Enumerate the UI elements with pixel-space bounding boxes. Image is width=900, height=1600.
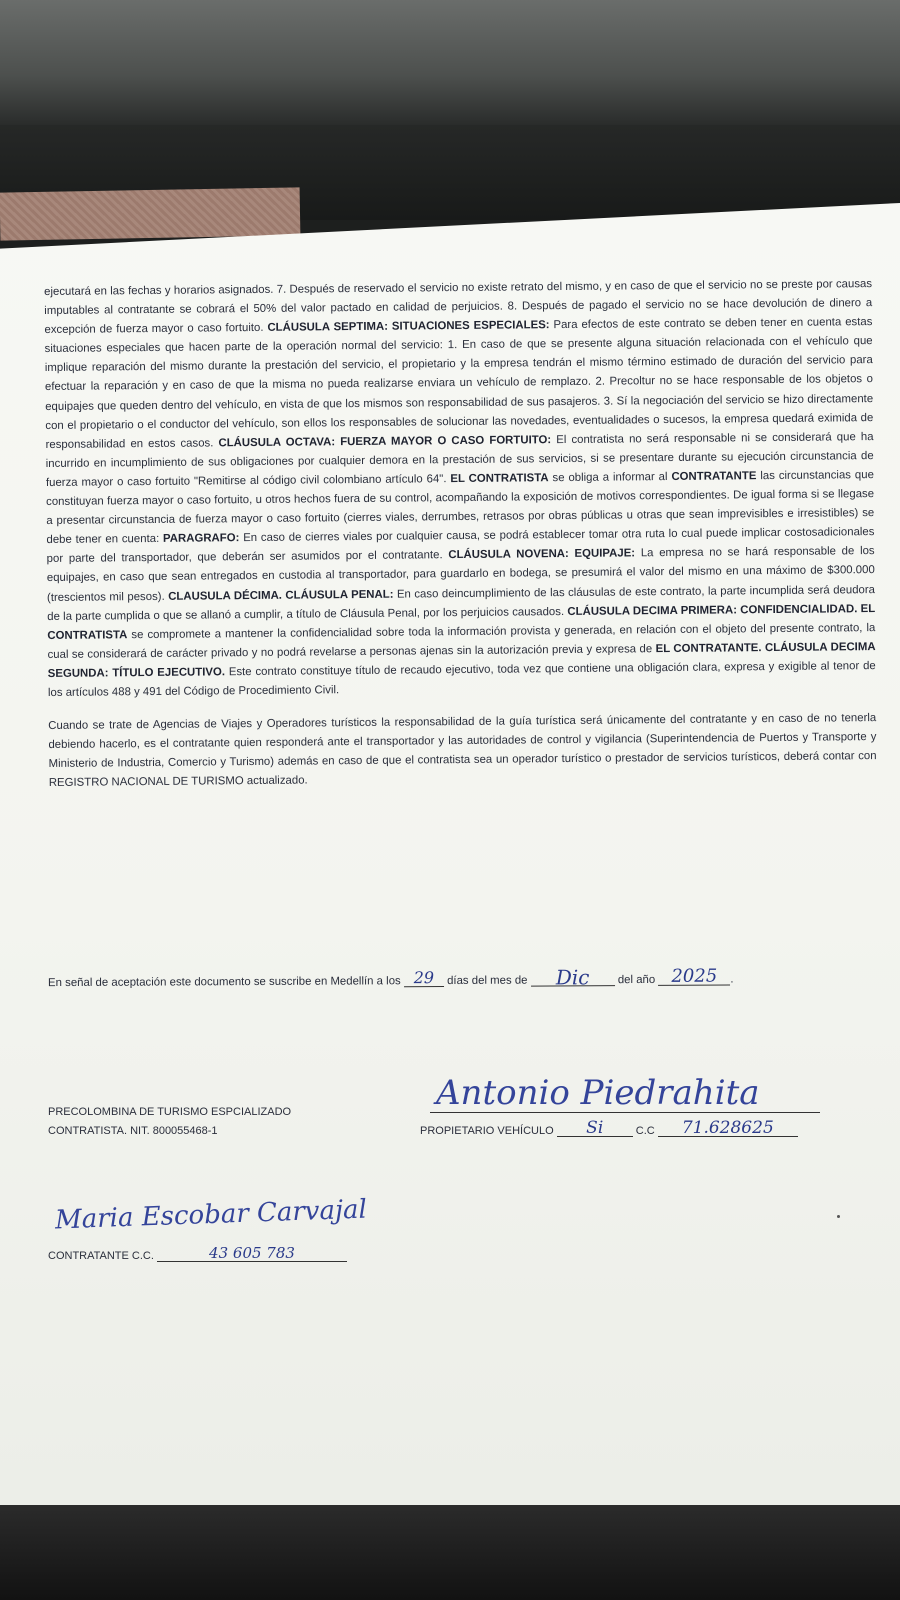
background-top (0, 0, 900, 125)
clause-text: se obliga a informar al (548, 470, 672, 485)
owner-signature-line (430, 1112, 820, 1113)
contratante-signature-block (48, 1245, 347, 1262)
company-name: PRECOLOMBINA DE TURISMO ESPCIALIZADO (48, 1106, 292, 1118)
clause-text: las circunstancias que constituyan fuerza mayor o caso fortuito, u otros hechos fuera de su control, acompañando la exposición de motivos correspondientes. De igual forma si se llegase a presentar circunstancia de fuerza mayor o caso fortuito (cierres viales, derrumbes, retrasos por obras públicas u otras que sean imprevisibles e irresistibles) se debe tener en cuenta: (46, 468, 875, 547)
owner-signature-block (420, 1120, 798, 1137)
clause-heading: CONTRATANTE (671, 470, 757, 483)
acceptance-days-label: días del mes de (447, 974, 528, 988)
owner-field: Si (557, 1120, 633, 1137)
clause-heading: PARAGRAFO: (162, 532, 240, 546)
clause-text: Para efectos de este contrato se deben tener en cuenta estas situaciones especiales que hacen parte de la operación normal del servicio: 1. En caso de que se presente alguna situación relacionada con el vehículo que implique reparación del mismo durante la prestación del servicio, el propietario y la empresa tendrán el mismo término estimado de duración del servicio para efectuar la reparación y en caso de que la misma no pueda realizarse enviara un vehículo de remplazo. 2. Precoltur no se hace responsable de los objetos o equipajes que queden dentro del vehículo, en vista de que los mismos son responsabilidad de sus pasajeros. 3. Sí la negociación del servicio se hizo directamente con el propietario o el conductor del vehículo, son ellos los responsables de solucionar las novedades, eventualidades o sucesos, la empresa quedará eximida de responsabilidad en estos casos. (44, 316, 874, 451)
acceptance-prefix: En señal de aceptación este documento se suscribe en Medellín a los (47, 975, 401, 990)
contract-body (44, 275, 877, 793)
clause-text: se compromete a mantener la confidencialidad sobre toda la información provista y generada, en relación con el objeto del presente contrato, la cual se considerará de carácter privado y no podrá revelarse a personas ajenas sin la autorización previa y expresa de (47, 621, 876, 661)
year-field: 2025 (658, 969, 730, 986)
acceptance-line: En señal de aceptación este documento se suscribe en Medellín a los 29 días del mes de Dic del año 2025 . (47, 965, 734, 990)
clause-text: ejecutará en las fechas y horarios asignados. 7. Después de reservado el servicio no existe retrato del mismo, y en caso de que el servicio no se preste por causas imputables al contratante se cobrará el 50% del valor pactado en calidad de perjuicios. 8. Después de pagado el servicio no se hace devolución de dinero a excepción de fuerza mayor o caso fortuito. (44, 278, 873, 337)
acceptance-year-label: del año (617, 973, 656, 987)
month-field: Dic (531, 969, 615, 986)
tourism-agencies-paragraph: Cuando se trate de Agencias de Viajes y Operadores turísticos la responsabilidad de la guía turística será únicamente del contratante y en caso de no tenerla debiendo hacerlo, es el contratante quien responderá ante el transportador y las autoridades de control y vigilancia (Superintendencia de Puertos y Transporte y Ministerio de Industria, Comercio y Turismo) además en caso de que el contratista sea un operador turístico o prestador de servicios turísticos, deberá contar con REGISTRO NACIONAL DE TURISMO actualizado. (48, 712, 877, 790)
background-bottom (0, 1505, 900, 1600)
owner-cc-field: 71.628625 (658, 1120, 798, 1137)
background-cloth (0, 187, 300, 240)
clause-text: El contratista no será responsable ni se considerará que ha incurrido en incumplimiento de sus obligaciones por cualquier demora en la prestación de sus servicios, si se presentare durante su ejecución circunstancia de fuerza mayor o caso fortuito "Remitirse al código civil colombiano artículo 64". (45, 430, 874, 489)
clause-heading: CLÁUSULA SEPTIMA: SITUACIONES ESPECIALES: (267, 319, 550, 335)
clause-text: La empresa no se hará responsable de los equipajes, en caso que sean entregados en custodia al transportador, para guardarlo en bodega, se presumirá el valor del mismo en una máximo de $300.000 (trescientos mil pesos). (46, 545, 875, 604)
contratante-cc-field: 43 605 783 (157, 1245, 347, 1262)
owner-cc-label: C.C (635, 1125, 655, 1137)
clause-heading: CLÁUSULA NOVENA: EQUIPAJE: (448, 547, 636, 562)
owner-signature: Antonio Piedrahita (436, 1073, 760, 1113)
contratante-signature: Maria Escobar Carvajal (54, 1194, 368, 1236)
ink-dot (837, 1215, 840, 1218)
clause-heading: EL CONTRATISTA (450, 472, 549, 486)
clause-heading: CLAUSULA DÉCIMA. CLÁUSULA PENAL: (168, 588, 394, 603)
clause-heading: CLÁUSULA DECIMA PRIMERA: CONFIDENCIALIDAD. EL CONTRATISTA (47, 602, 876, 642)
owner-label: PROPIETARIO VEHÍCULO (420, 1125, 554, 1137)
contratante-label: CONTRATANTE C.C. (48, 1250, 154, 1262)
days-field: 29 (404, 970, 444, 987)
company-nit: CONTRATISTA. NIT. 800055468-1 (48, 1125, 218, 1137)
company-signature-block (48, 1103, 291, 1141)
clause-text: En caso deincumplimiento de las cláusulas de este contrato, la parte incumplida será deudora de la parte cumplida o que se allanó a cumplir, a título de Cláusula Penal, por los perjuicios causados. (47, 583, 876, 623)
contract-clauses-paragraph (44, 275, 876, 703)
clause-heading: EL CONTRATANTE. CLÁUSULA DECIMA SEGUNDA: TÍTULO EJECUTIVO. (47, 640, 876, 680)
clause-heading: CLÁUSULA OCTAVA: FUERZA MAYOR O CASO FORTUITO: (218, 433, 552, 450)
clause-text: Este contrato constituye título de recaudo ejecutivo, toda vez que contiene una obligación clara, expresa y exigible al tenor de los artículos 488 y 491 del Código de Procedimiento Civil. (47, 659, 876, 699)
clause-text: En caso de cierres viales por cualquier causa, se podrá establecer tomar otra ruta lo cual puede implicar costosadicionales por parte del transportador, que deberán ser asumidos por el contratante. (46, 526, 875, 566)
